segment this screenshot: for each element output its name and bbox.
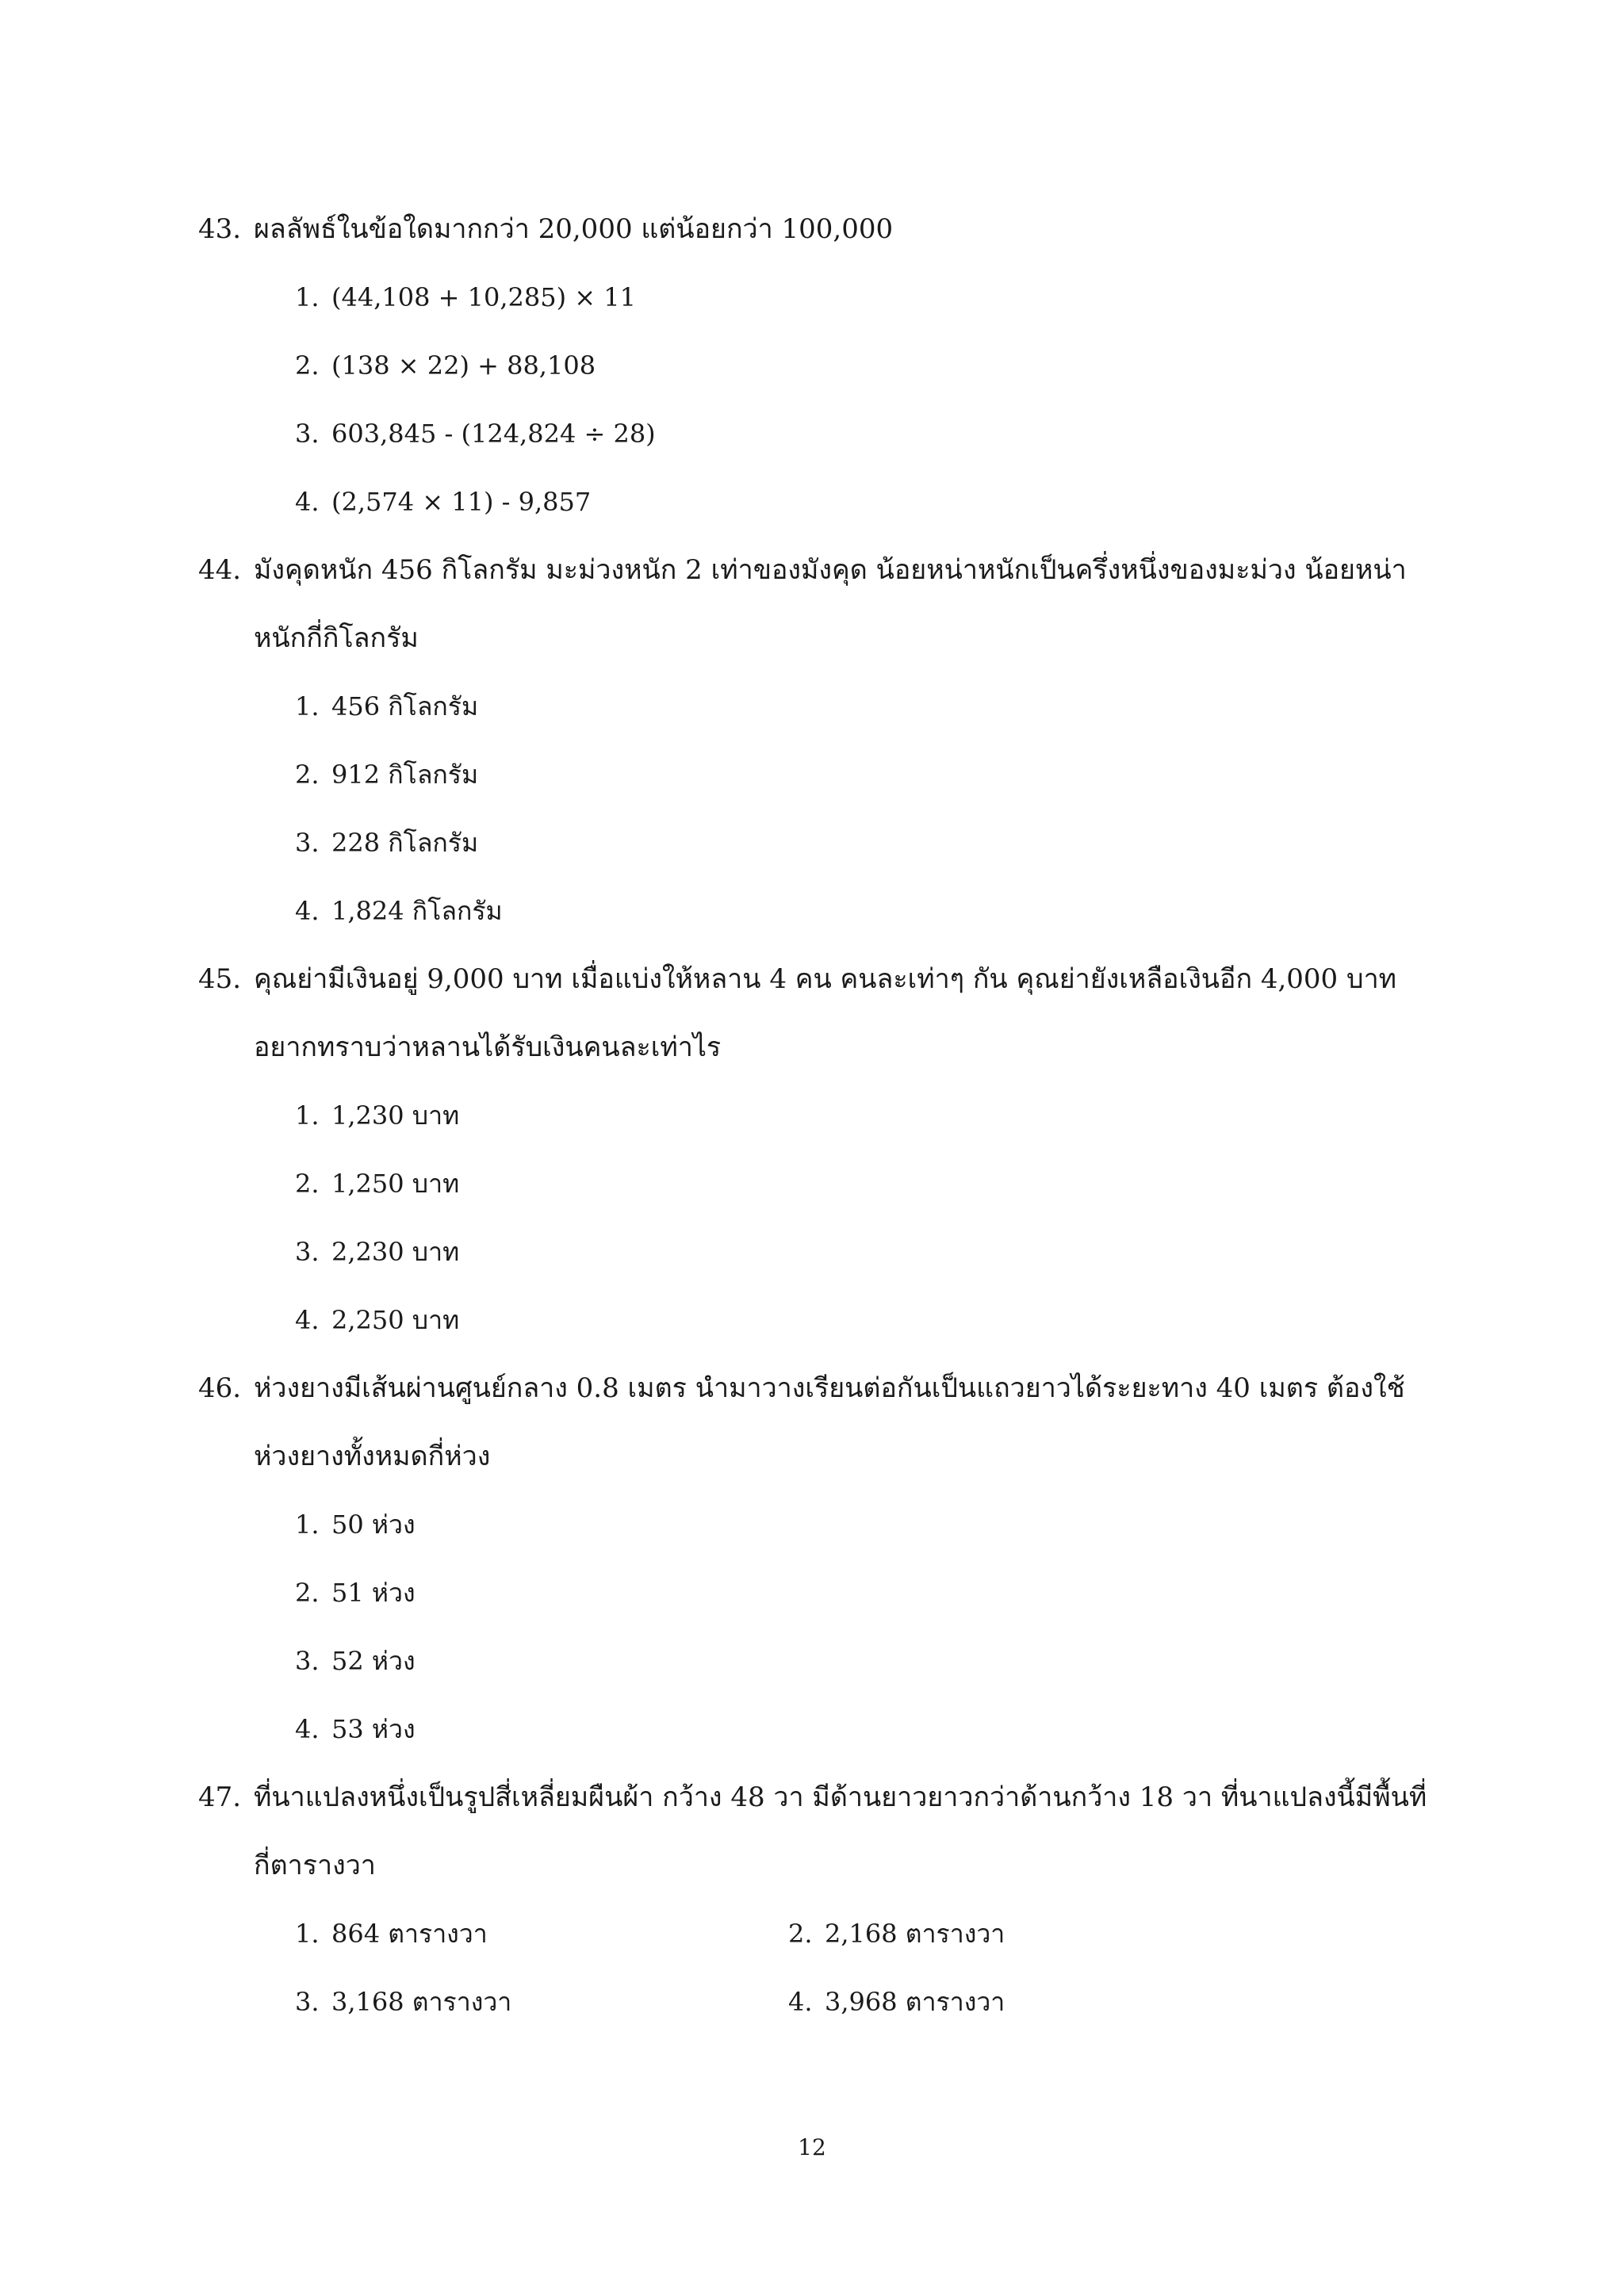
question-47-option-2: 2. 2,168 ตารางวา: [788, 1919, 1005, 1949]
question-number: 44.: [198, 554, 242, 586]
question-47-option-1: 1. 864 ตารางวา: [295, 1919, 488, 1949]
question-44-option-2: 2. 912 กิโลกรัม: [295, 760, 479, 790]
question-47-option-3: 3. 3,168 ตารางวา: [295, 1987, 512, 2017]
question-46-option-1: 1. 50 ห่วง: [295, 1510, 416, 1540]
question-text: ที่นาแปลงหนึ่งเป็นรูปสี่เหลี่ยมผืนผ้า กว้าง 48 วา มีด้านยาวยาวกว่าด้านกว้าง 18 วา ที่นาแปลงนี้มีพื้นที่กี่ตารางวา: [254, 1781, 1427, 1881]
question-number: 43.: [198, 213, 242, 245]
question-number: 47.: [198, 1781, 242, 1813]
question-text: คุณย่ามีเงินอยู่ 9,000 บาท เมื่อแบ่งให้หลาน 4 คน คนละเท่าๆ กัน คุณย่ายังเหลือเงินอีก 4,000 บาท อยากทราบว่าหลานได้รับเงินคนละเท่าไร: [254, 963, 1397, 1063]
question-45-option-4: 4. 2,250 บาท: [295, 1305, 460, 1335]
question-45-option-2: 2. 1,250 บาท: [295, 1169, 460, 1199]
question-47-option-4: 4. 3,968 ตารางวา: [788, 1987, 1005, 2017]
page-number: 12: [798, 2134, 826, 2160]
question-45-option-3: 3. 2,230 บาท: [295, 1237, 460, 1267]
question-43-option-4: 4. (2,574 × 11) - 9,857: [295, 487, 592, 517]
question-43-option-1: 1. (44,108 + 10,285) × 11: [295, 282, 636, 312]
question-text: ห่วงยางมีเส้นผ่านศูนย์กลาง 0.8 เมตร นำมาวางเรียนต่อกันเป็นแถวยาวได้ระยะทาง 40 เมตร ต้องใช้ห่วงยางทั้งหมดกี่ห่วง: [254, 1372, 1405, 1472]
question-text: มังคุดหนัก 456 กิโลกรัม มะม่วงหนัก 2 เท่าของมังคุด น้อยหน่าหนักเป็นครึ่งหนึ่งของมะม่วง น้อยหน่าหนักกี่กิโลกรัม: [254, 554, 1407, 654]
question-46-option-3: 3. 52 ห่วง: [295, 1646, 416, 1676]
question-number: 46.: [198, 1372, 242, 1404]
question-44: [198, 536, 1435, 672]
question-44-option-1: 1. 456 กิโลกรัม: [295, 691, 479, 721]
question-44-option-3: 3. 228 กิโลกรัม: [295, 828, 479, 858]
question-text: ผลลัพธ์ในข้อใดมากกว่า 20,000 แต่น้อยกว่า 100,000: [254, 213, 894, 245]
question-43: [198, 195, 1435, 263]
question-46: [198, 1354, 1435, 1490]
question-45-option-1: 1. 1,230 บาท: [295, 1100, 460, 1131]
question-46-option-4: 4. 53 ห่วง: [295, 1714, 416, 1744]
question-43-option-2: 2. (138 × 22) + 88,108: [295, 350, 596, 381]
question-47: [198, 1763, 1435, 1900]
question-44-option-4: 4. 1,824 กิโลกรัม: [295, 896, 503, 926]
question-45: [198, 945, 1435, 1081]
question-43-option-3: 3. 603,845 - (124,824 ÷ 28): [295, 419, 656, 449]
question-46-option-2: 2. 51 ห่วง: [295, 1578, 416, 1608]
question-number: 45.: [198, 963, 242, 995]
